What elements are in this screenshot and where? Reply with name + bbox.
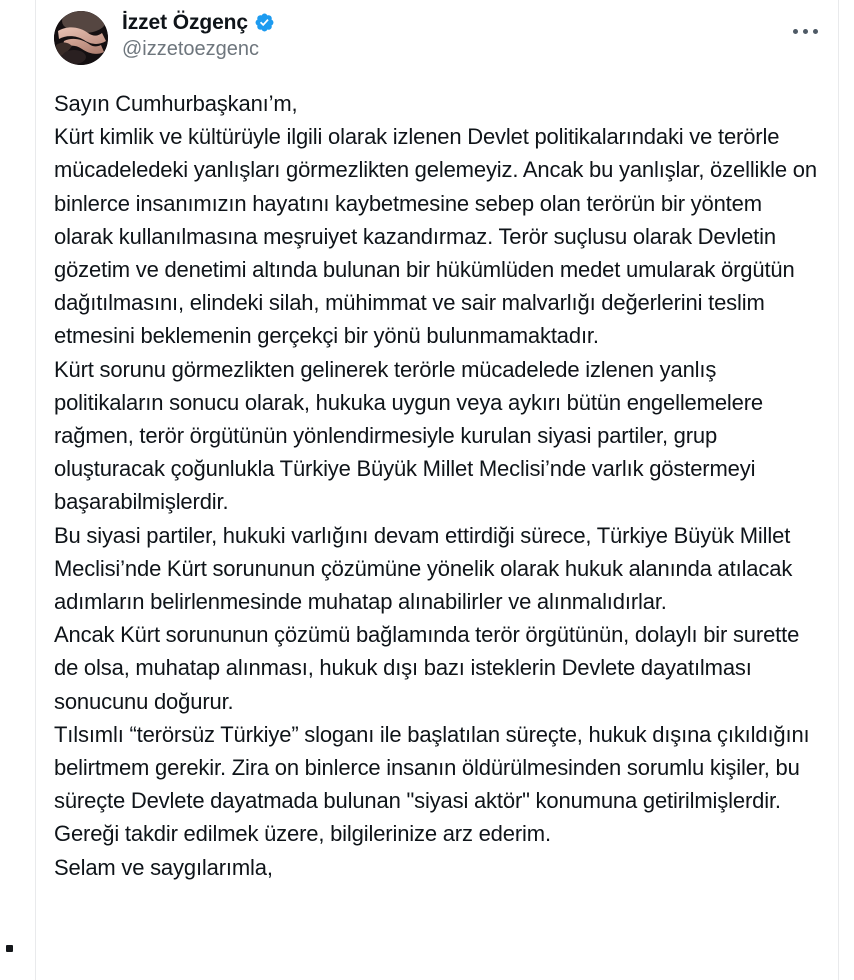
avatar[interactable]: [54, 11, 108, 65]
tweet-body: [54, 87, 820, 884]
name-row: [122, 12, 275, 33]
right-column-rule: [838, 0, 839, 980]
more-dot: [793, 29, 798, 34]
tweet-paragraph: Selam ve saygılarımla,: [54, 854, 273, 880]
author-handle[interactable]: @izzetoezgenc: [122, 38, 260, 60]
more-dot: [813, 29, 818, 34]
display-name[interactable]: İzzet Özgenç: [122, 11, 248, 34]
tweet-header: [54, 11, 820, 73]
more-options-icon[interactable]: [788, 21, 822, 41]
tweet-card: [36, 0, 838, 884]
tweet-paragraph: Gereği takdir edilmek üzere, bilgilerinize arz ederim.: [54, 821, 551, 847]
tweet-paragraph: Bu siyasi partiler, hukuki varlığını devam ettirdiği sürece, Türkiye Büyük Millet Meclisi’nde Kürt sorununun çözümüne yönelik olarak hukuk alanında atılacak adımların belirlenmesinde muhatap alınabilirler ve alınmalıdırlar.: [54, 522, 793, 615]
tweet-paragraph: Kürt sorunu görmezlikten gelinerek terörle mücadelede izlenen yanlış politikaların sonucu olarak, hukuka uygun veya aykırı bütün engellemelere rağmen, terör örgütünün yönlendirmesiyle kurulan siyasi partiler, grup oluşturacak çoğunlukla Türkiye Büyük Millet Meclisi’nde varlık göstermeyi başarabilmişlerdir.: [54, 356, 763, 515]
tweet-paragraph: Kürt kimlik ve kültürüyle ilgili olarak izlenen Devlet politikalarındaki ve terörle mücadeledeki yanlışları görmezlikten gelemeyiz. Ancak bu yanlışlar, özellikle on binlerce insanımızın hayatını kaybetmesine sebep olan terörün bir yöntem olarak kullanılmasına meşruiyet kazandırmaz. Terör suçlusu olarak Devletin gözetim ve denetimi altında bulunan bir hükümlüden medet umularak örgütün dağıtılmasını, elindeki silah, mühimmat ve sair malvarlığı değerlerini teslim etmesini beklemenin gerçekçi bir yönü bulunmamaktadır.: [54, 124, 817, 349]
margin-mark: [6, 945, 13, 952]
verified-badge-icon: [254, 12, 275, 33]
more-dot: [803, 29, 808, 34]
author-identity: [122, 11, 275, 61]
tweet-paragraph: Ancak Kürt sorununun çözümü bağlamında terör örgütünün, dolaylı bir surette de olsa, muhatap alınması, hukuk dışı bazı isteklerin Devlete dayatılması sonucunu doğurur.: [54, 622, 800, 714]
tweet-paragraph: Sayın Cumhurbaşkanı’m,: [54, 91, 298, 116]
tweet-paragraph: Tılsımlı “terörsüz Türkiye” sloganı ile başlatılan süreçte, hukuk dışına çıkıldığını belirtmem gerekir. Zira on binlerce insanın öldürülmesinden sorumlu kişiler, bu süreçte Devlete dayatmada bulunan "siyasi aktör" konumuna getirilmişlerdir.: [54, 721, 810, 814]
